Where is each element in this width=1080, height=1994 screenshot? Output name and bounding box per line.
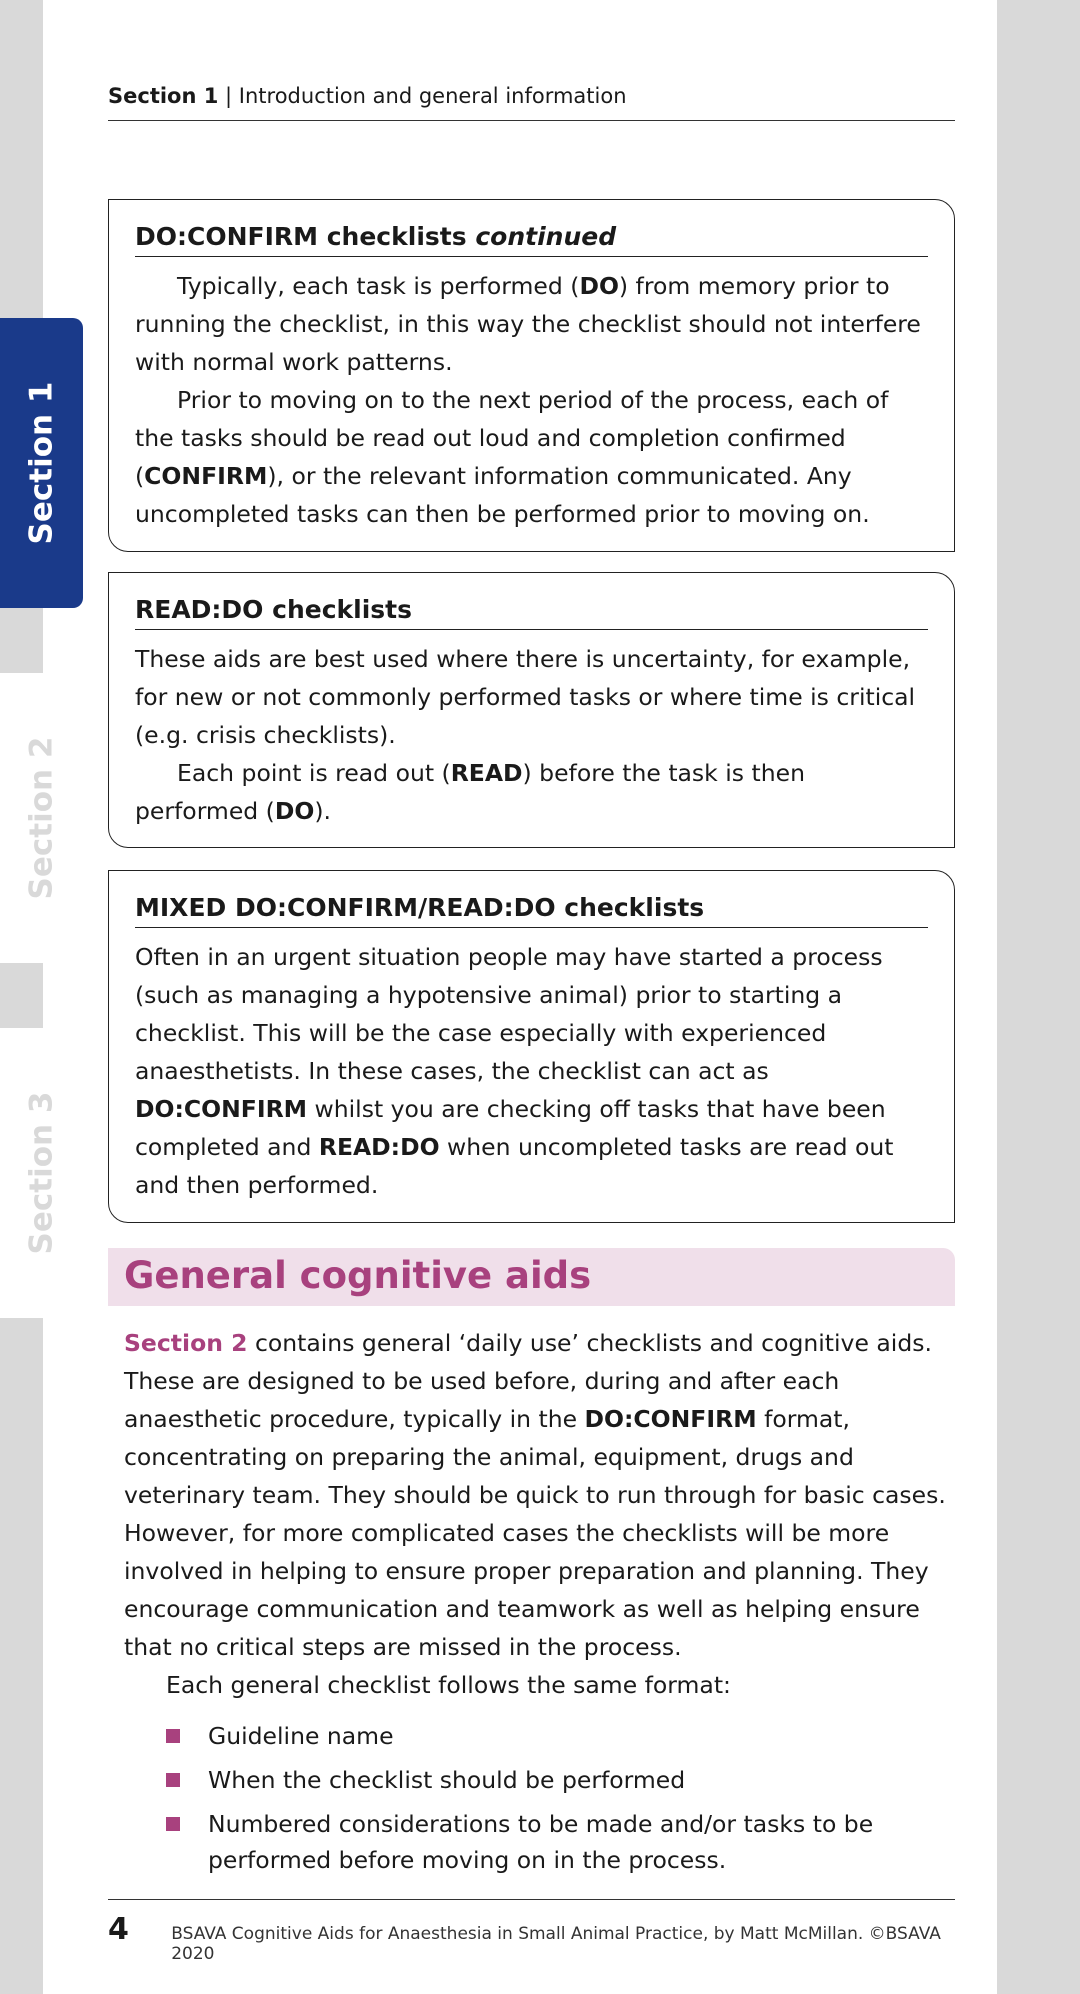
list-item	[166, 1806, 946, 1878]
box-title	[135, 220, 928, 257]
side-tab-section-3[interactable]	[0, 1028, 83, 1318]
side-tab-section-1[interactable]	[0, 318, 83, 608]
box-paragraph	[135, 754, 928, 830]
box-paragraph	[135, 938, 928, 1204]
list-item	[166, 1762, 946, 1798]
running-head	[108, 84, 955, 121]
box-title: MIXED DO:CONFIRM/READ:DO checklists	[135, 891, 928, 928]
body-paragraph	[124, 1324, 969, 1666]
running-head-title: Introduction and general information	[238, 84, 627, 108]
text-run: ).	[314, 797, 331, 825]
running-head-separator: |	[218, 84, 239, 108]
side-tab-section-2[interactable]	[0, 673, 83, 963]
box-title-text: DO:CONFIRM checklists	[135, 222, 467, 251]
side-tab-label: Section 3	[23, 1091, 60, 1255]
read-do-box	[108, 572, 955, 848]
box-paragraph	[135, 381, 928, 533]
text-run: ) before the task is then performed (	[135, 759, 805, 825]
text-run: ), or the relevant information communicated. Any uncompleted tasks can then be performed prior to moving on.	[135, 462, 870, 528]
section-heading: General cognitive aids	[124, 1254, 592, 1297]
page-footer	[108, 1899, 955, 1964]
page-number: 4	[108, 1912, 129, 1947]
body-text	[124, 1324, 969, 1704]
list-item-text: When the checklist should be performed	[208, 1766, 686, 1794]
do-confirm-box	[108, 199, 955, 552]
section-heading-banner	[108, 1248, 955, 1306]
footer-credit: BSAVA Cognitive Aids for Anaesthesia in Small Animal Practice, by Matt McMillan. ©BSAVA 2020	[171, 1924, 941, 1964]
square-bullet-icon	[166, 1773, 180, 1787]
list-item	[166, 1718, 946, 1754]
text-run: Each point is read out (	[177, 759, 451, 787]
format-list	[166, 1718, 946, 1886]
bold-term: READ:DO	[318, 1133, 440, 1161]
text-run: format, concentrating on preparing the animal, equipment, drugs and veterinary team. They should be quick to run through for basic cases. However, for more complicated cases the checklists will be more involved in helping to ensure proper preparation and planning. They encourage communication and teamwork as well as helping ensure that no critical steps are missed in the process.	[124, 1405, 946, 1661]
bold-term: CONFIRM	[144, 462, 268, 490]
text-run: ) from memory prior to running the checklist, in this way the checklist should not interfere with normal work patterns.	[135, 272, 921, 376]
text-run: contains general ‘daily use’ checklists and cognitive aids. These are designed to be used before, during and after each anaesthetic procedure, typically in the	[124, 1329, 932, 1433]
bold-term: READ	[450, 759, 523, 787]
text-run: Often in an urgent situation people may have started a process (such as managing a hypotensive animal) prior to starting a checklist. This will be the case especially with experienced anaesthetists. In these cases, the checklist can act as	[135, 943, 883, 1085]
mixed-checklists-box	[108, 870, 955, 1223]
bold-term: DO:CONFIRM	[135, 1095, 308, 1123]
square-bullet-icon	[166, 1817, 180, 1831]
list-item-text: Guideline name	[208, 1722, 394, 1750]
text-run: whilst you are checking off tasks that have been completed and	[135, 1095, 886, 1161]
section-link-text: Section 2	[124, 1329, 248, 1357]
running-head-section: Section 1	[108, 84, 219, 108]
text-run: Typically, each task is performed (	[177, 272, 580, 300]
box-title-suffix: continued	[475, 222, 617, 251]
box-title: READ:DO checklists	[135, 593, 928, 630]
text-run: Prior to moving on to the next period of the process, each of the tasks should be read out loud and completion confirmed (	[135, 386, 889, 490]
bold-term: DO	[274, 797, 315, 825]
body-paragraph: Each general checklist follows the same format:	[166, 1671, 731, 1699]
box-paragraph: These aids are best used where there is uncertainty, for example, for new or not commonly performed tasks or where time is critical (e.g. crisis checklists).	[135, 645, 916, 749]
side-tab-label: Section 2	[23, 736, 60, 900]
side-tab-label: Section 1	[23, 381, 60, 545]
square-bullet-icon	[166, 1729, 180, 1743]
text-run: when uncompleted tasks are read out and then performed.	[135, 1133, 894, 1199]
bold-term: DO:CONFIRM	[584, 1405, 757, 1433]
box-paragraph	[135, 267, 928, 381]
list-item-text: Numbered considerations to be made and/or tasks to be performed before moving on in the process.	[208, 1810, 874, 1874]
bold-term: DO	[579, 272, 619, 300]
